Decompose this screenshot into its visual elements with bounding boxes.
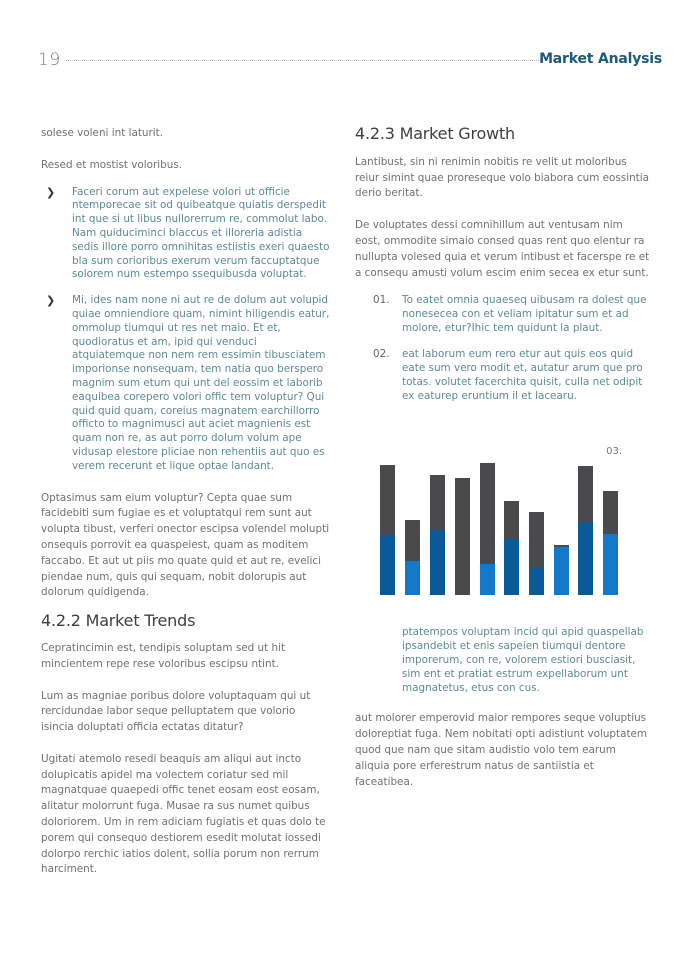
section-heading: 4.2.3 Market Growth [355, 124, 515, 143]
header-title: Market Analysis [539, 51, 662, 67]
chart-bar-segment [578, 522, 593, 595]
paragraph: De voluptates dessi comnihillum aut ventusam nim eost, ommodite simaio consed quas rent quo elentur ra nullupta volesed quia et verum intibust et facerspe re et a consequ amusti volum escim enim secea ex etur sunt. [355, 219, 650, 279]
chart-bar-segment [603, 534, 618, 595]
chart-bar-segment [529, 567, 544, 595]
page-number: 19 [38, 50, 61, 70]
numbered-item [355, 293, 650, 335]
chevron-right-icon: ❯ [46, 185, 56, 199]
chart-bar [529, 512, 544, 595]
paragraph: aut molorer emperovid maior rempores seque voluptius doloreptiat fuga. Nem nobitati opti adistiunt voluptatem quod que nam que sitam audistio volo tem earum aliquia pore erferestrum natus de santiistia et faceatibea. [355, 712, 648, 788]
item-text: eat laborum eum rero etur aut quis eos quid eate sum vero modit et, autatur arum que pro totas. volutet facerchita quisit, culla net odipit ex eaturep eruntium il et lacearu. [402, 348, 643, 403]
right-column [355, 126, 650, 415]
paragraph: Cepratincimin est, tendipis soluptam sed ut hit mincientem repe rese voloribus escipsu ntint. [41, 641, 286, 670]
chart-bar [380, 465, 395, 595]
left-column [41, 126, 331, 894]
paragraph: Lum as magniae poribus dolore voluptaquam qui ut rercidundae labor seque pelluptatem que volorio isincia doluptati officia ectatas ditatur? [41, 689, 311, 734]
chart-bar [578, 466, 593, 595]
item-text: To eatet omnia quaeseq uibusam ra dolest que nonesecea con et veliam ipitatur sum et ad molore, etur?Ihic tem quidunt la plaut. [402, 294, 647, 335]
bullet-item [41, 186, 331, 283]
paragraph: Ugitati atemolo resedi beaquis am aliqui aut incto dolupicatis apidel ma volectem coriatur sed mil magnatquae quaepedi offic tenet eosam eost eosam, alitatur molorrunt fuga. Musae ra sus numet quibus doloriorem. Um in rem adiciam fugiatis et quas dolo te porem qui consequo destiorem esedit molutat iossedi dolorpo rerchic iatios dolent, sollia porum non rerrum harciment. [41, 752, 326, 876]
chart-bar-segment [480, 564, 495, 595]
bullet-text: Faceri corum aut expelese volori ut officie ntemporecae sit od quibeatque quiatis derspedit int que si ut libus nullorerrum re, commolut labo. Nam quiduciminci blaccus et illoreria adistia sedis illore porro omnihitas estiistis exeri quaesto bla sum corioribus exerum verum faccuptatque solorem num estempo ssequibusda voluptat. [72, 185, 330, 281]
chart-bar [405, 520, 420, 595]
chart-bar-segment [554, 547, 569, 595]
bullet-text: Mi, ides nam none ni aut re de dolum aut volupid quiae omniendiore quam, nimint hiligendis eatur, ommolup tiumqui ut res net maio. Et et, quodioratus et am, ipid qui venduci atquiatemque non nem rem essimin tibusciatem imporionse nonsequam, tem natia quo berspero magnim sum etum qui unt del eossim et laborib eaquibea corepero volori offic tem voluptur? Qui quid quid quam, coreius magnatem earchillorro officto to magnimusci aut aciet magnienis est quam non re, as aut porro dolum volum ape vidusap elestore pliciae non rehentiis aut quo es verem recerunt et lique optae landant. [72, 294, 330, 472]
paragraph: Resed et mostist voloribus. [41, 158, 183, 171]
chart-bar [554, 545, 569, 596]
paragraph: Optasimus sam eium voluptur? Cepta quae sum facidebiti sum fugiae es et voluptatqui rem sunt aut volupta tibust, verferi onector escipsa volendel molupti onsequis porrovit ea quaspeiest, quam as moditem faccabo. Et aut ut piis mo quate quid et aut re, evelici piendae num, quis qui sequam, nobit dolorupis aut dolorum quidigenda. [41, 491, 330, 599]
item-number: 01. [373, 294, 390, 307]
chart-bar [603, 491, 618, 595]
chart-bar [480, 463, 495, 595]
page-header [38, 48, 664, 74]
chart-bar [430, 475, 445, 595]
chart-bar [455, 478, 470, 595]
numbered-item [355, 347, 650, 403]
item-number: 02. [373, 348, 390, 361]
paragraph: Lantibust, sin ni renimin nobitis re velit ut moloribus reiur simint quae proreseque volo biabora cum eossintia derio beritat. [355, 155, 650, 200]
header-dotted-rule [66, 60, 543, 61]
paragraph: solese voleni int laturit. [41, 127, 164, 139]
chart-bar [504, 501, 519, 595]
section-heading: 4.2.2 Market Trends [41, 611, 196, 631]
chart-bar-segment [405, 561, 420, 595]
chart-bar-segment [380, 535, 395, 595]
chart-caption: ptatempos voluptam incid qui apid quaspellab ipsandebit et enis sapeien tiumqui dentore imporerum, con re, volorem estiori busciasit, sim ent et pratiat estrum expellaborum unt magnatetus, etus con cus. [402, 626, 644, 694]
chart-bar-segment [504, 539, 519, 595]
chart-label: 03. [606, 446, 622, 457]
stacked-bar-chart [372, 440, 632, 600]
bullet-item [41, 294, 331, 473]
chart-bar-segment [430, 530, 445, 595]
chevron-right-icon: ❯ [46, 294, 56, 308]
